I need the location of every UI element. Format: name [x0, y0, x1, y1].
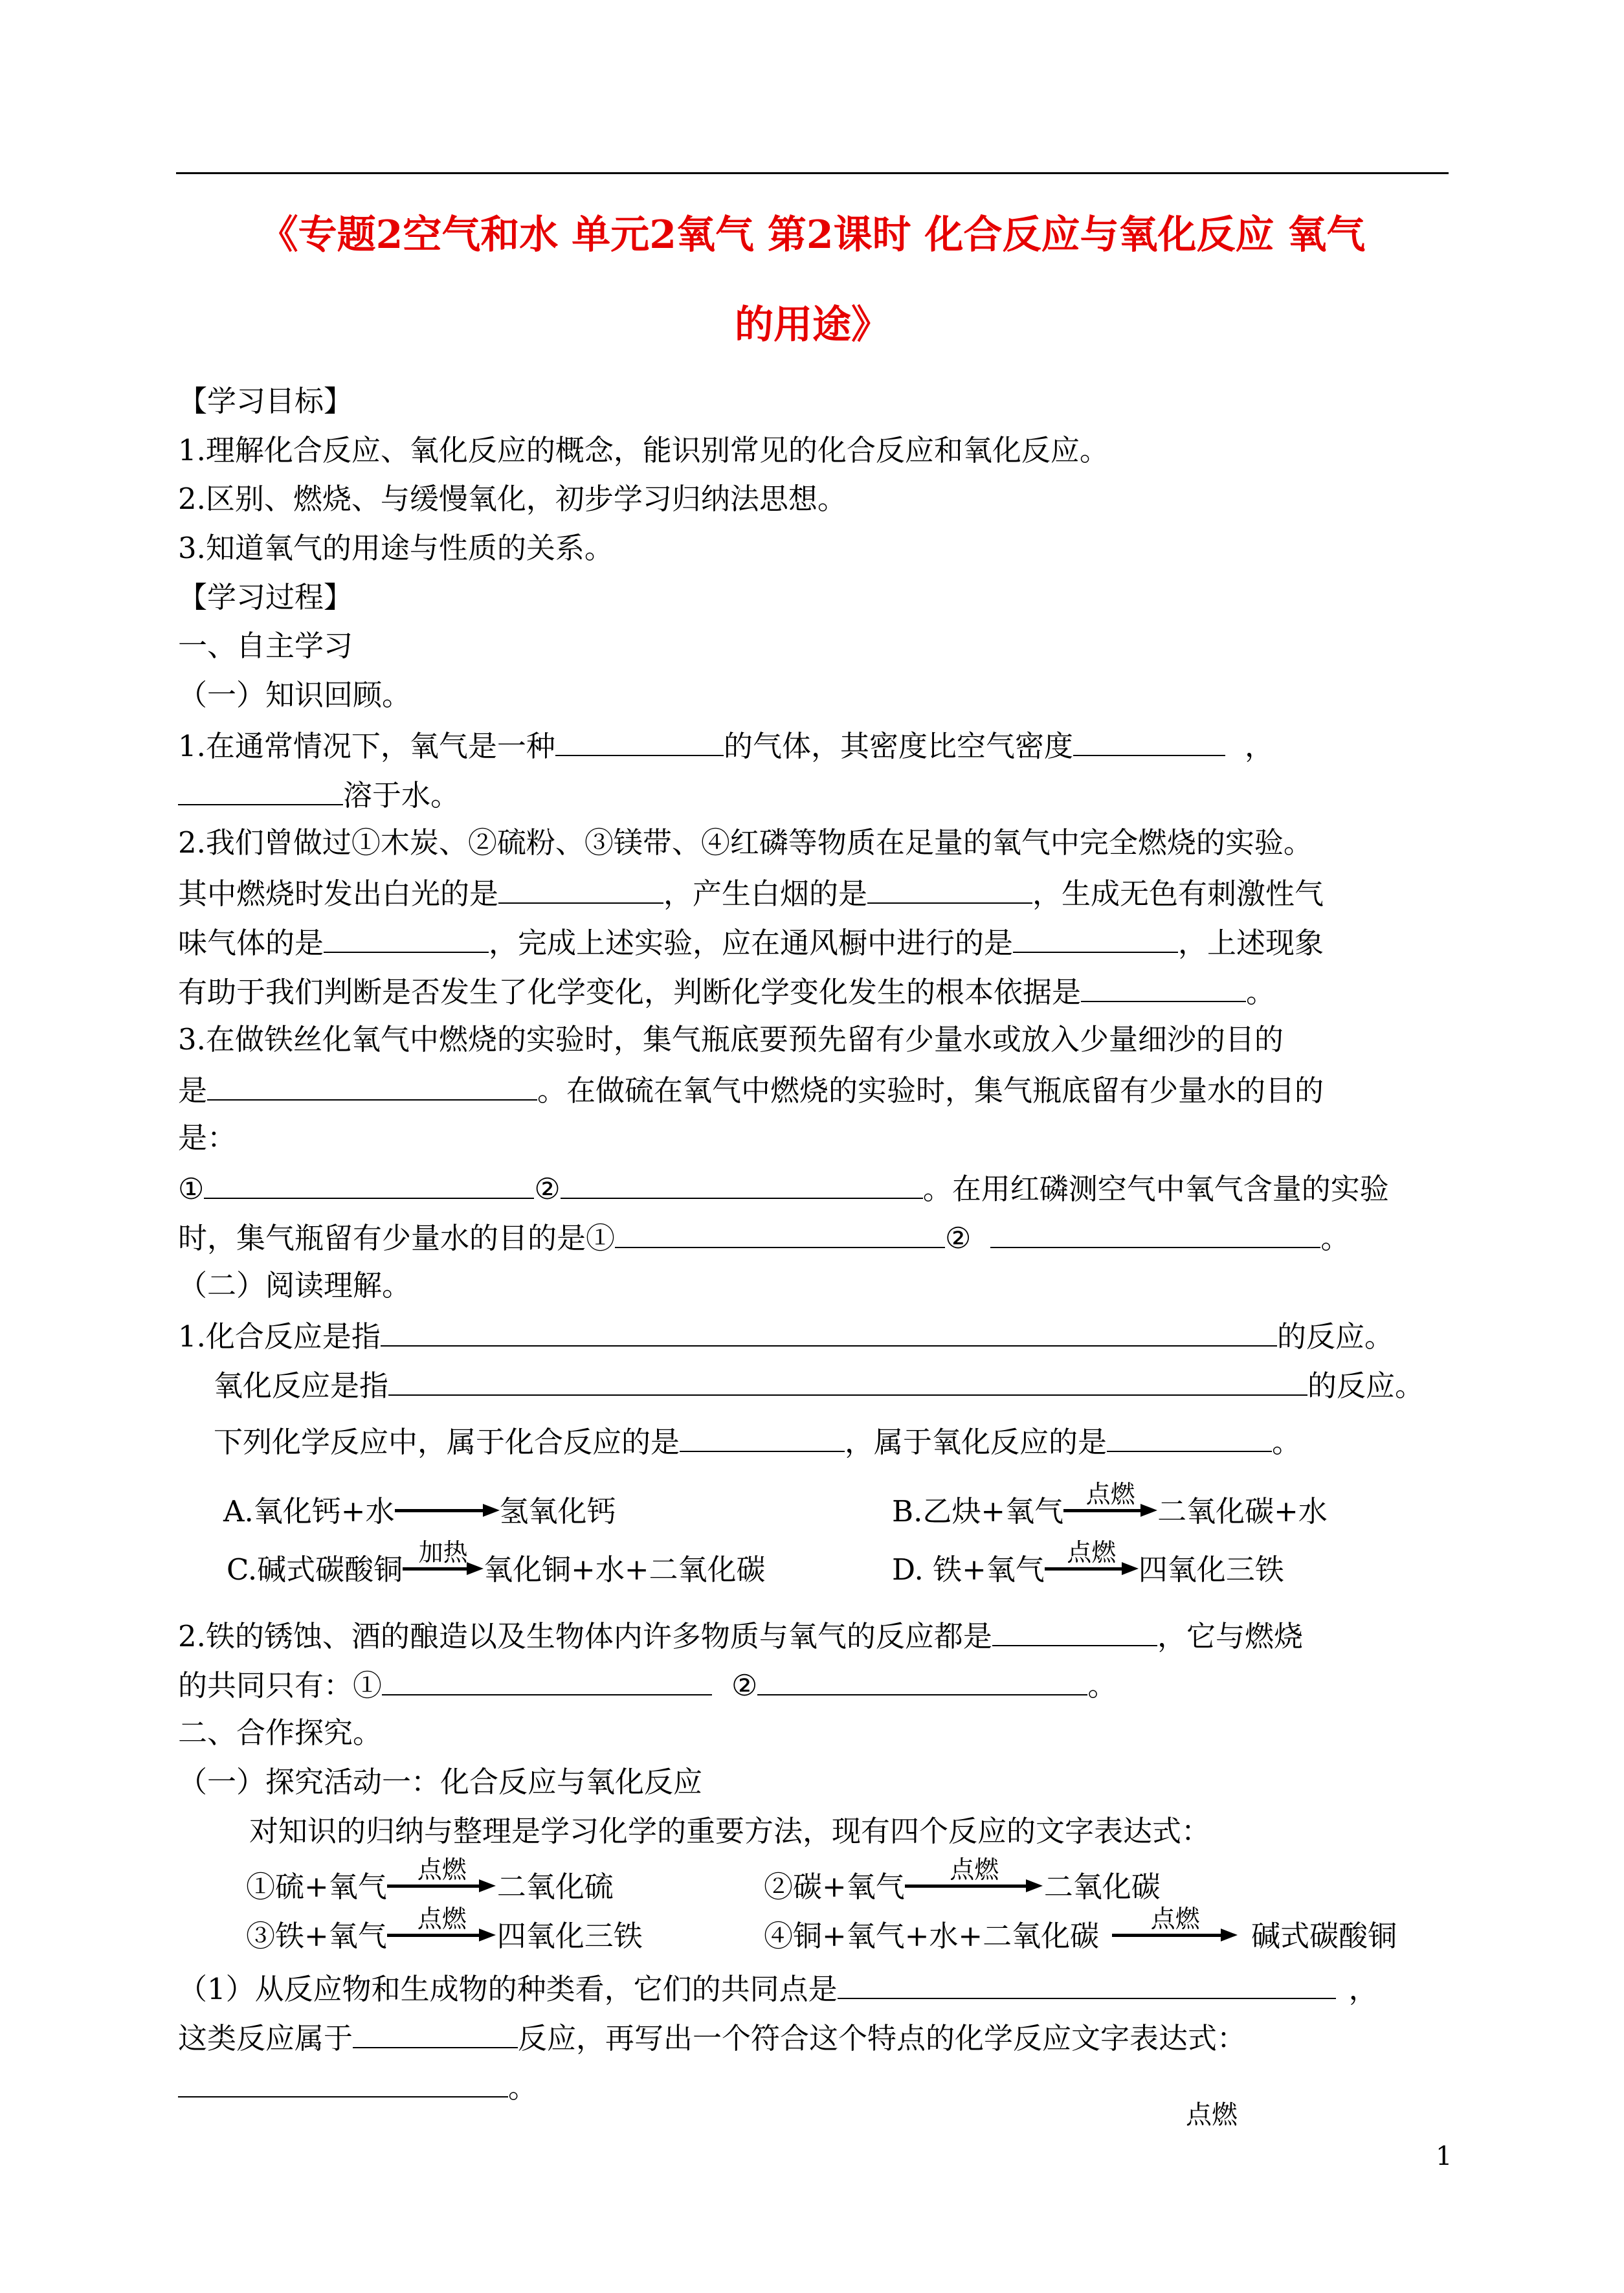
reaction-arrow: 加热	[403, 1547, 484, 1580]
blank[interactable]	[992, 1615, 1157, 1646]
part-1-line-3: 。	[178, 2066, 537, 2107]
part-1-line-2: 这类反应属于 反应，再写出一个符合这个特点的化学反应文字表达式：	[178, 2017, 1246, 2058]
question-1-line-1: 1.在通常情况下，氧气是一种 的气体，其密度比空气密度 ，	[178, 725, 1274, 766]
blank[interactable]	[1081, 971, 1246, 1002]
blank[interactable]	[178, 774, 343, 805]
reaction-option-d: D. 铁+氧气 点燃 四氧化三铁	[892, 1538, 1284, 1587]
reaction-option-a: A.氧化钙+水 氢氧化钙	[223, 1489, 616, 1531]
blank[interactable]	[1013, 922, 1178, 953]
subsection-activity-1: （一）探究活动一：化合反应与氧化反应	[178, 1765, 703, 1799]
reading-1-line-1: 1.化合反应是指 的反应。	[178, 1315, 1394, 1356]
reaction-2: ②碳+氧气 点燃 二氧化碳	[764, 1855, 1161, 1904]
blank[interactable]	[388, 1365, 1307, 1396]
goal-1: 1.理解化合反应、氧化反应的概念，能识别常见的化合反应和氧化反应。	[178, 433, 1109, 467]
goal-2: 2.区别、燃烧、与缓慢氧化，初步学习归纳法思想。	[178, 482, 847, 516]
blank[interactable]	[838, 1968, 1336, 1999]
blank[interactable]	[1107, 1421, 1272, 1452]
process-header: 【学习过程】	[178, 580, 353, 614]
blank[interactable]	[867, 873, 1032, 904]
blank[interactable]	[178, 2066, 508, 2097]
blank[interactable]	[382, 1664, 712, 1695]
reaction-option-c: C.碱式碳酸铜 加热 氧化铜+水+二氧化碳	[227, 1538, 766, 1587]
section-2-heading: 二、合作探究。	[178, 1716, 383, 1750]
reaction-1: ①硫+氧气 点燃 二氧化硫	[246, 1855, 614, 1904]
blank[interactable]	[204, 1168, 534, 1199]
question-3-line-5: 时，集气瓶留有少量水的目的是① ② 。	[178, 1217, 1350, 1258]
blank[interactable]	[990, 1217, 1320, 1248]
activity-intro: 对知识的归纳与整理是学习化学的重要方法，现有四个反应的文字表达式：	[249, 1814, 1211, 1848]
question-2-line-3: 味气体的是 ，完成上述实验，应在通风橱中进行的是 ，上述现象	[178, 922, 1324, 963]
reaction-arrow: 点燃	[387, 1914, 497, 1946]
stray-condition-label: 点燃	[1186, 2100, 1238, 2130]
question-3-line-4: ① ② 。在用红磷测空气中氧气含量的实验	[178, 1168, 1389, 1209]
reaction-arrow: 点燃	[387, 1864, 497, 1897]
question-3-line-1: 3.在做铁丝化氧气中燃烧的实验时，集气瓶底要预先留有少量水或放入少量细沙的目的	[178, 1022, 1284, 1057]
goals-header: 【学习目标】	[178, 384, 353, 418]
reaction-arrow: 点燃	[1112, 1914, 1238, 1946]
top-rule	[176, 172, 1449, 174]
reading-1-line-3: 下列化学反应中，属于化合反应的是 ，属于氧化反应的是 。	[214, 1421, 1301, 1462]
subsection-reading: （二）阅读理解。	[178, 1268, 412, 1303]
goal-3: 3.知道氧气的用途与性质的关系。	[178, 531, 614, 565]
reading-2-line-1: 2.铁的锈蚀、酒的酿造以及生物体内许多物质与氧气的反应都是 ，它与燃烧	[178, 1615, 1303, 1656]
blank[interactable]	[757, 1664, 1087, 1695]
reaction-arrow: 点燃	[1063, 1489, 1157, 1521]
blank[interactable]	[555, 725, 724, 756]
question-1-line-2: 溶于水。	[178, 774, 460, 815]
question-3-line-3: 是：	[178, 1121, 237, 1155]
reaction-arrow	[395, 1489, 500, 1521]
blank[interactable]	[498, 873, 663, 904]
reaction-arrow: 点燃	[905, 1864, 1044, 1897]
blank[interactable]	[561, 1168, 923, 1199]
question-2-line-1: 2.我们曾做过①木炭、②硫粉、③镁带、④红磷等物质在足量的氧气中完全燃烧的实验。	[178, 825, 1313, 860]
blank[interactable]	[1073, 725, 1225, 756]
reaction-3: ③铁+氧气 点燃 四氧化三铁	[246, 1905, 643, 1953]
reading-1-line-2: 氧化反应是指 的反应。	[214, 1365, 1424, 1405]
blank[interactable]	[381, 1315, 1277, 1347]
subsection-review: （一）知识回顾。	[178, 678, 412, 712]
question-2-line-4: 有助于我们判断是否发生了化学变化，判断化学变化发生的根本依据是 。	[178, 971, 1275, 1012]
reaction-option-b: B.乙炔+氧气 点燃 二氧化碳+水	[892, 1480, 1328, 1528]
reaction-arrow: 点燃	[1045, 1547, 1139, 1580]
reaction-4: ④铜+氧气+水+二氧化碳 点燃 碱式碳酸铜	[764, 1905, 1397, 1953]
title-line-1: 《专题2空气和水 单元2氧气 第2课时 化合反应与氧化反应 氧气	[259, 212, 1366, 258]
section-1-heading: 一、自主学习	[178, 629, 353, 663]
reading-2-line-2: 的共同只有：① ② 。	[178, 1664, 1117, 1705]
question-2-line-2: 其中燃烧时发出白光的是 ，产生白烟的是 ，生成无色有刺激性气	[178, 873, 1324, 913]
blank[interactable]	[680, 1421, 845, 1452]
blank[interactable]	[207, 1069, 537, 1101]
part-1-line-1: （1）从反应物和生成物的种类看，它们的共同点是 ，	[178, 1968, 1378, 2009]
question-3-line-2: 是 。在做硫在氧气中燃烧的实验时，集气瓶底留有少量水的目的	[178, 1069, 1324, 1110]
title-line-2: 的用途》	[735, 302, 890, 348]
page-number: 1	[1436, 2142, 1452, 2171]
blank[interactable]	[353, 2017, 518, 2048]
blank[interactable]	[615, 1217, 945, 1248]
blank[interactable]	[324, 922, 489, 953]
